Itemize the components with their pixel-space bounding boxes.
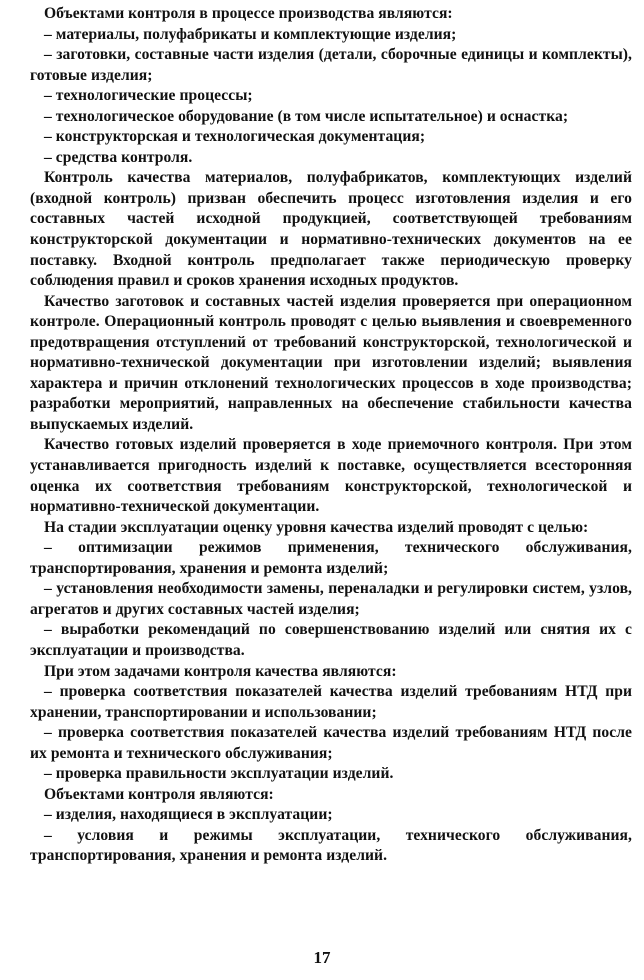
- list-item-blanks-and-parts: – заготовки, составные части изделия (детали, сборочные единицы и комплекты), готовые изделия;: [30, 46, 632, 84]
- list-item-conditions-and-modes: – условия и режимы эксплуатации, технического обслуживания, транспортирования, хранения и ремонта изделий.: [30, 826, 632, 865]
- paragraph-operation-stage-intro: На стадии эксплуатации оценку уровня качества изделий проводят с целью:: [44, 518, 589, 536]
- list-item-control-means: – средства контроля.: [44, 148, 193, 166]
- page-body-text: [30, 4, 632, 867]
- list-item-documentation: – конструкторская и технологическая документация;: [44, 128, 426, 146]
- list-item-check-operation: – проверка правильности эксплуатации изделий.: [44, 765, 394, 783]
- list-item-optimization: – оптимизации режимов применения, технического обслуживания, транспортирования, хранения и ремонта изделий;: [30, 539, 632, 577]
- list-item-check-after-repair: – проверка соответствия показателей качества изделий требованиям НТД после их ремонта и технического обслуживания;: [30, 724, 632, 762]
- list-item-replacement-need: – установления необходимости замены, переналадки и регулировки систем, узлов, агрегатов и других составных частей изделия;: [30, 580, 632, 618]
- paragraph-input-control: Контроль качества материалов, полуфабрикатов, комплектующих изделий (входной контроль) призван обеспечить процесс изготовления изделия и его составных частей исходной продукцией, соответствующей требованиям конструкторской документации и нормативно-технических документов на ее поставку. Входной контроль предполагает также периодическую проверку соблюдения правил и сроков хранения исходных продуктов.: [30, 169, 632, 290]
- paragraph-production-objects-intro: Объектами контроля в процессе производства являются:: [44, 5, 453, 22]
- paragraph-acceptance-control: Качество готовых изделий проверяется в ходе приемочного контроля. При этом устанавливается пригодность изделий к поставке, осуществляется всесторонняя оценка их соответствия требованиям конструкторской, технологической и нормативно-технической документации.: [30, 436, 632, 516]
- paragraph-control-objects-intro: Объектами контроля являются:: [44, 785, 274, 803]
- page-number: 17: [313, 948, 331, 967]
- list-item-tech-processes: – технологические процессы;: [44, 87, 253, 105]
- list-item-tech-equipment: – технологическое оборудование (в том числе испытательное) и оснастка;: [44, 107, 569, 125]
- list-item-materials: – материалы, полуфабрикаты и комплектующие изделия;: [44, 25, 457, 43]
- list-item-check-storage: – проверка соответствия показателей качества изделий требованиям НТД при хранении, транспортировании и использовании;: [30, 683, 632, 721]
- list-item-products-in-use: – изделия, находящиеся в эксплуатации;: [44, 806, 333, 824]
- list-item-recommendations: – выработки рекомендаций по совершенствованию изделий или снятия их с эксплуатации и производства.: [30, 621, 632, 659]
- paragraph-control-tasks-intro: При этом задачами контроля качества являются:: [44, 662, 397, 680]
- paragraph-operational-control: Качество заготовок и составных частей изделия проверяется при операционном контроле. Операционный контроль проводят с целью выявления и своевременного предотвращения отступлений от требований конструкторской, технологической и нормативно-технической документации при изготовлении изделий; выявления характера и причин отклонений технологических процессов в ходе производства; разработки мероприятий, направленных на обеспечение стабильности качества выпускаемых изделий.: [30, 292, 632, 433]
